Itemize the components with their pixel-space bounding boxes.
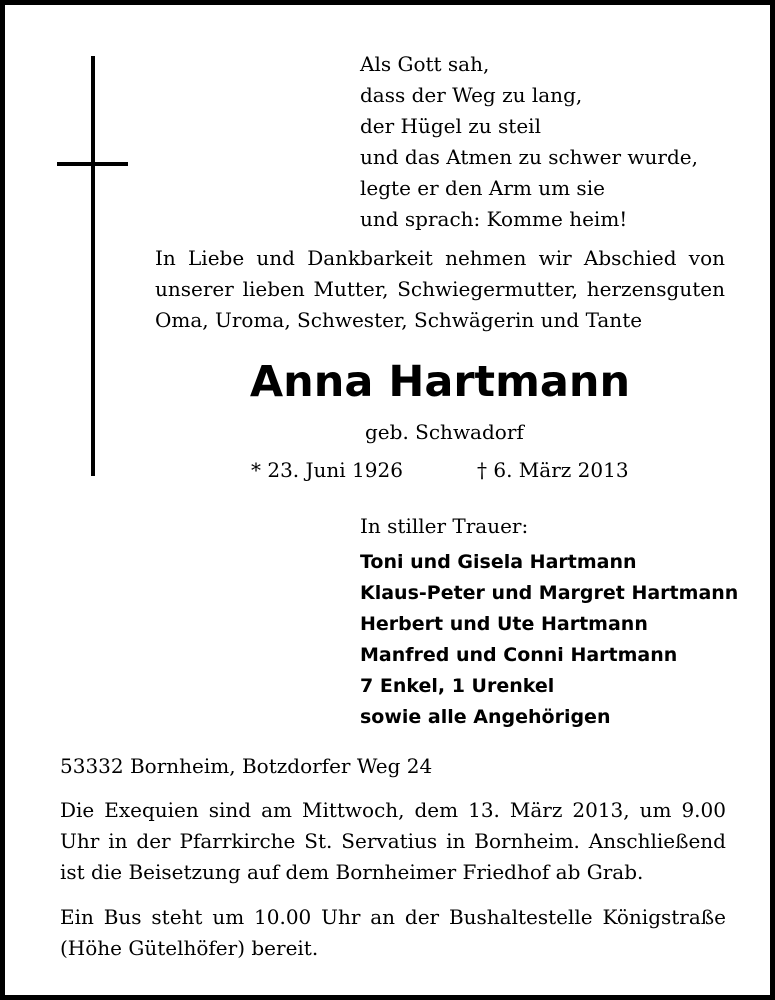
poem-line: legte er den Arm um sie [360,176,605,200]
poem-line: und das Atmen zu schwer wurde, [360,145,698,169]
funeral-details: Die Exequien sind am Mittwoch, dem 13. März 2013, um 9.00 Uhr in der Pfarrkirche St. Servatius in Bornheim. Anschließend ist die Beisetzung auf dem Bornheimer Friedhof ab Grab. [60,798,726,884]
family-address: 53332 Bornheim, Botzdorfer Weg 24 [60,754,433,778]
cross-horizontal-bar [57,162,128,166]
poem-line: dass der Weg zu lang, [360,83,583,107]
deceased-name: Anna Hartmann [249,357,631,407]
cross-vertical-bar [91,56,95,476]
mourner-entry: Herbert und Ute Hartmann [360,613,648,635]
mourner-entry: 7 Enkel, 1 Urenkel [360,675,555,697]
bus-details: Ein Bus steht um 10.00 Uhr an der Bushaltestelle Königstraße (Höhe Gütelhöfer) bereit. [60,905,726,960]
mourners-list [360,547,738,733]
mourning-label: In stiller Trauer: [360,514,529,538]
birth-date: * 23. Juni 1926 [251,458,403,482]
death-date: † 6. März 2013 [477,458,629,482]
mourner-entry: sowie alle Angehörigen [360,706,611,728]
mourner-entry: Toni und Gisela Hartmann [360,551,637,573]
farewell-intro: In Liebe und Dankbarkeit nehmen wir Abschied von unserer lieben Mutter, Schwiegermutter, herzensguten Oma, Uroma, Schwester, Schwägerin und Tante [155,246,725,332]
poem-line: Als Gott sah, [360,52,490,76]
poem-line: der Hügel zu steil [360,114,541,138]
mourner-entry: Manfred und Conni Hartmann [360,644,678,666]
memorial-poem [360,49,698,235]
birth-name: geb. Schwadorf [365,420,524,444]
mourner-entry: Klaus-Peter und Margret Hartmann [360,582,739,604]
poem-line: und sprach: Komme heim! [360,207,628,231]
